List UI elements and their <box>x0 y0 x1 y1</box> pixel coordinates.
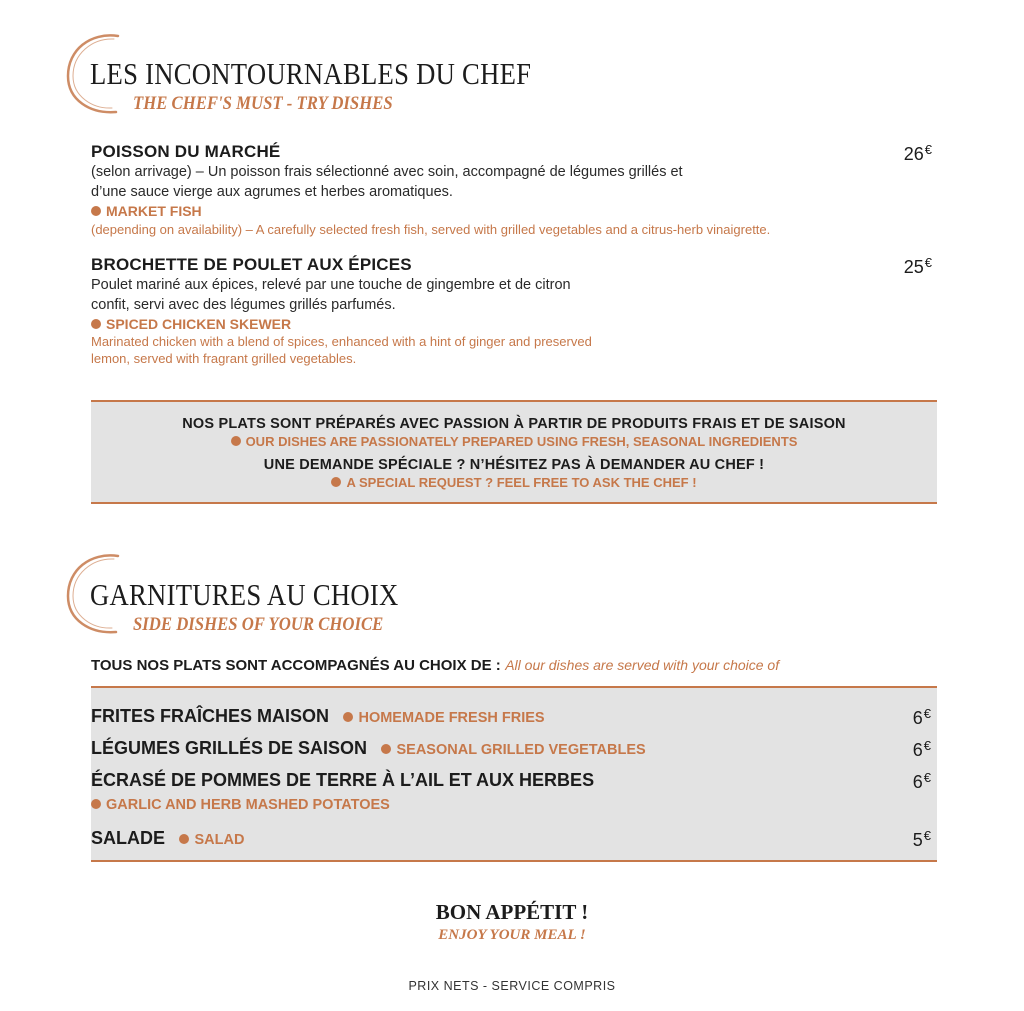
side-english-name <box>381 742 645 758</box>
sides-intro-french: TOUS NOS PLATS SONT ACCOMPAGNÉS AU CHOIX DE : <box>91 657 501 674</box>
dish-price <box>904 255 932 278</box>
bullet-dot-icon <box>91 206 101 216</box>
side-english-name <box>343 710 544 726</box>
side-english-name <box>91 797 937 813</box>
price-value: 26 <box>903 144 924 164</box>
currency-symbol: € <box>924 255 932 270</box>
info-line-english-text: OUR DISHES ARE PASSIONATELY PREPARED USING FRESH, SEASONAL INGREDIENTS <box>245 434 798 449</box>
info-line-english <box>91 475 937 490</box>
side-price <box>913 828 931 851</box>
dish-description: (selon arrivage) – Un poisson frais sélectionné avec soin, accompagné de légumes grillés et d’une sauce vierge aux agrumes et herbes aromatiques. <box>91 164 683 200</box>
dish-english-description: Marinated chicken with a blend of spices, enhanced with a hint of ginger and preserved lemon, served with fragrant grilled vegetables. <box>91 334 592 366</box>
info-line-english <box>91 434 937 449</box>
info-line-french: UNE DEMANDE SPÉCIALE ? N’HÉSITEZ PAS À DEMANDER AU CHEF ! <box>263 457 765 473</box>
bullet-dot-icon <box>179 834 189 844</box>
dish-name: BROCHETTE DE POULET AUX ÉPICES <box>91 255 412 274</box>
bullet-dot-icon <box>381 744 391 754</box>
side-item <box>91 828 937 849</box>
side-english-text: SALAD <box>194 832 245 848</box>
bullet-dot-icon <box>91 319 101 329</box>
side-english-text: GARLIC AND HERB MASHED POTATOES <box>106 797 390 813</box>
currency-symbol: € <box>923 828 931 843</box>
price-value: 5 <box>912 830 923 850</box>
side-english-text: SEASONAL GRILLED VEGETABLES <box>396 742 646 758</box>
dish-english-name <box>91 316 291 332</box>
currency-symbol: € <box>924 142 932 157</box>
footer <box>0 900 1024 944</box>
currency-symbol: € <box>923 770 931 785</box>
section-subtitle: THE CHEF'S MUST - TRY DISHES <box>133 93 393 114</box>
side-price <box>913 706 931 729</box>
side-english-text: HOMEMADE FRESH FRIES <box>358 710 545 726</box>
bullet-dot-icon <box>231 436 241 446</box>
dish-english-name <box>91 203 202 219</box>
side-price <box>913 770 931 793</box>
side-name: SALADE <box>91 828 166 848</box>
dish-english-description: (depending on availability) – A carefully selected fresh fish, served with grilled vegetables and a citrus-herb vinaigrette. <box>91 222 771 237</box>
sides-intro-english: All our dishes are served with your choice of <box>505 657 780 673</box>
dish-name: POISSON DU MARCHÉ <box>91 142 281 161</box>
dish-price <box>904 142 932 165</box>
side-item <box>91 706 937 727</box>
footer-subtitle: ENJOY YOUR MEAL ! <box>438 927 586 943</box>
info-line-english-text: A SPECIAL REQUEST ? FEEL FREE TO ASK THE CHEF ! <box>346 475 697 490</box>
side-item <box>91 770 937 813</box>
section-subtitle: SIDE DISHES OF YOUR CHOICE <box>133 614 384 635</box>
side-name: FRITES FRAÎCHES MAISON <box>91 706 330 726</box>
price-value: 6 <box>912 772 923 792</box>
bullet-dot-icon <box>343 712 353 722</box>
side-english-name <box>179 832 244 848</box>
side-name: ÉCRASÉ DE POMMES DE TERRE À L’AIL ET AUX HERBES <box>91 770 595 790</box>
currency-symbol: € <box>923 738 931 753</box>
sides-intro <box>91 657 779 675</box>
footer-note: PRIX NETS - SERVICE COMPRIS <box>408 979 616 993</box>
side-name: LÉGUMES GRILLÉS DE SAISON <box>91 738 368 758</box>
side-price <box>913 738 931 761</box>
price-value: 6 <box>912 740 923 760</box>
info-box <box>91 400 937 504</box>
sides-box <box>91 686 937 862</box>
section-title: GARNITURES AU CHOIX <box>90 577 399 612</box>
english-name-text: MARKET FISH <box>106 203 202 219</box>
side-item <box>91 738 937 759</box>
price-value: 6 <box>912 708 923 728</box>
section-title: LES INCONTOURNABLES DU CHEF <box>90 56 532 91</box>
dish-description: Poulet mariné aux épices, relevé par une touche de gingembre et de citron confit, servi avec des légumes grillés parfumés. <box>91 277 571 313</box>
bullet-dot-icon <box>331 477 341 487</box>
bullet-dot-icon <box>91 799 101 809</box>
footer-title: BON APPÉTIT ! <box>435 900 589 924</box>
price-value: 25 <box>903 257 924 277</box>
currency-symbol: € <box>923 706 931 721</box>
english-name-text: SPICED CHICKEN SKEWER <box>106 316 292 332</box>
info-line-french: NOS PLATS SONT PRÉPARÉS AVEC PASSION À PARTIR DE PRODUITS FRAIS ET DE SAISON <box>182 416 846 432</box>
